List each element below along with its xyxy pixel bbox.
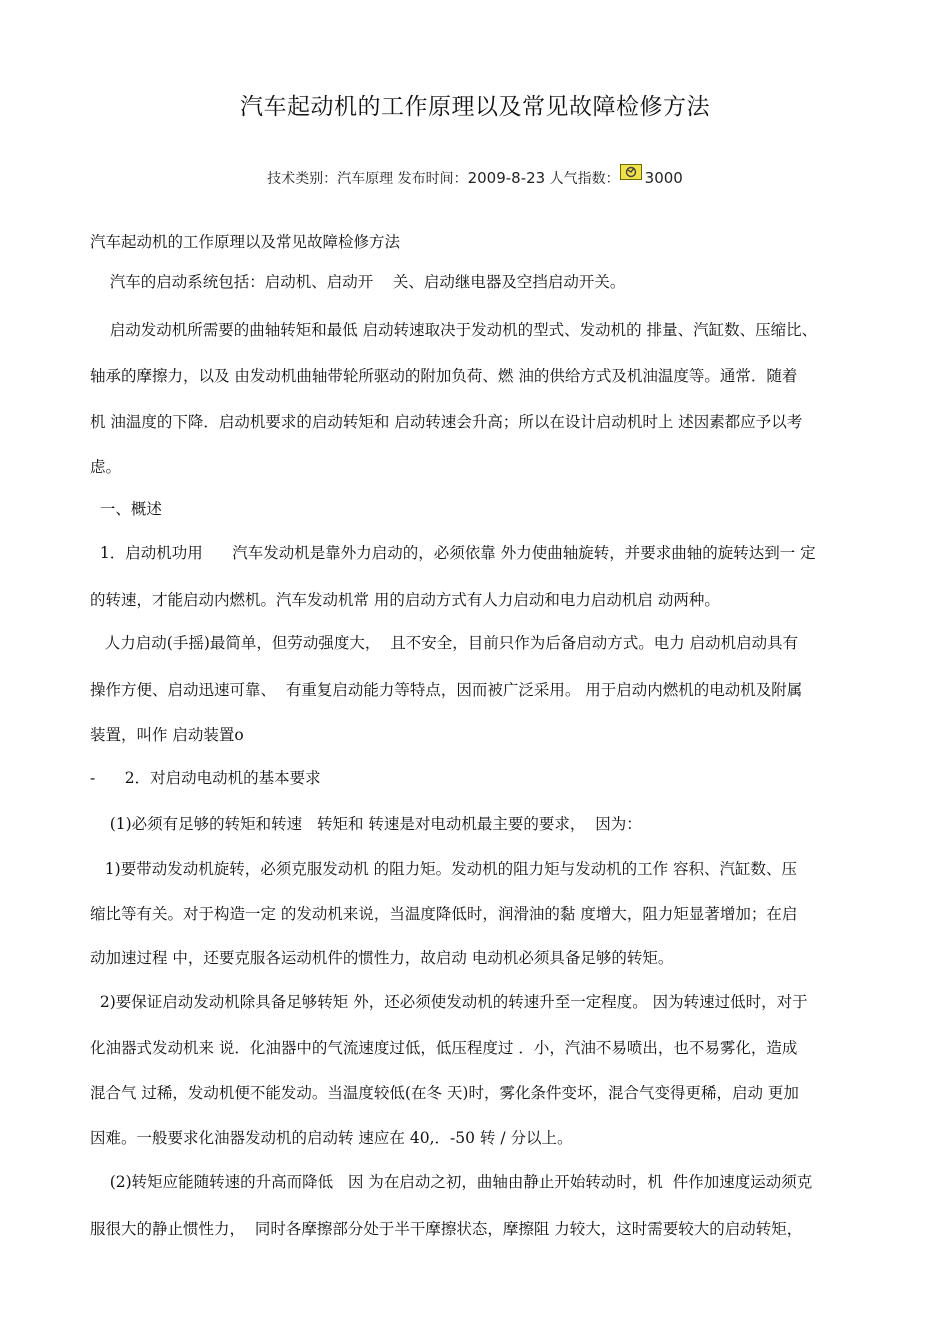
date-label: 发布时间：: [397, 171, 468, 187]
body-line: 装置，叫作 启动装置o: [90, 726, 244, 744]
body-line: 一、概述: [90, 500, 162, 518]
body-line: 混合气 过稀，发动机便不能发动。当温度较低(在冬 天)时，雾化条件变坏，混合气变得更稀，启动 更加: [90, 1084, 799, 1102]
body-line: (1)必须有足够的转矩和转速 转矩和 转速是对电动机最主要的要求， 因为：: [90, 815, 642, 833]
category-value: 汽车原理: [337, 171, 394, 187]
body-line: 操作方便、启动迅速可靠、 有重复启动能力等特点，因而被广泛采用。 用于启动内燃机的电动机及附属: [90, 681, 803, 699]
body-line: 机 油温度的下降．启动机要求的启动转矩和 启动转速会升高；所以在设计启动机时上 述因素都应予以考: [90, 413, 803, 431]
body-line: 缩比等有关。对于构造一定 的发动机来说，当温度降低时，润滑油的黏 度增大，阻力矩显著增加；在启: [90, 905, 798, 923]
body-line: 化油器式发动机来 说．化油器中的气流速度过低，低压程度过 ．小，汽油不易喷出，也不易雾化，造成: [90, 1039, 798, 1057]
body-line: 轴承的摩擦力，以及 由发动机曲轴带轮所驱动的附加负荷、燃 油的供给方式及机油温度等。通常．随着: [90, 367, 798, 385]
body-line: - 2．对启动电动机的基本要求: [90, 769, 321, 787]
body-line: (2)转矩应能随转速的升高而降低 因 为在启动之初，曲轴由静止开始转动时，机 件作加速度运动须克: [90, 1173, 813, 1191]
page-title: 汽车起动机的工作原理以及常见故障检修方法: [240, 94, 710, 120]
body-line: 虑。: [90, 458, 122, 476]
body-line: 人力启动(手摇)最简单，但劳动强度大， 且不安全，目前只作为后备启动方式。电力 启动机启动具有: [90, 634, 799, 652]
body-line: 汽车起动机的工作原理以及常见故障检修方法: [90, 233, 401, 251]
body-line: 动加速过程 中，还要克服各运动机件的惯性力，故启动 电动机必须具备足够的转矩。: [90, 949, 674, 967]
body-line: 的转速，才能启动内燃机。汽车发动机常 用的启动方式有人力启动和电力启动机启 动两种。: [90, 591, 720, 609]
body-line: 启动发动机所需要的曲轴转矩和最低 启动转速取决于发动机的型式、发动机的 排量、汽缸数、压缩比、: [90, 321, 818, 339]
body-line: 汽车的启动系统包括：启动机、启动开 关、启动继电器及空挡启动开关。: [90, 273, 626, 291]
body-line: 2)要保证启动发动机除具备足够转矩 外，还必须使发动机的转速升至一定程度。 因为转速过低时，对于: [90, 993, 808, 1011]
body-line: 1．启动机功用 汽车发动机是靠外力启动的，必须依靠 外力使曲轴旋转，并要求曲轴的旋转达到一 定: [90, 544, 816, 562]
popularity-label: 人气指数：: [549, 171, 620, 187]
popularity-icon: [620, 164, 642, 180]
publish-date: 2009-8-23: [467, 169, 546, 187]
article-meta: [0, 168, 950, 188]
body-line: 1)要带动发动机旋转，必须克服发动机 的阻力矩。发动机的阻力矩与发动机的工作 容积、汽缸数、压: [90, 860, 798, 878]
category-label: 技术类别：: [267, 171, 338, 187]
body-line: 服很大的静止惯性力， 同时各摩擦部分处于半干摩擦状态，摩擦阻 力较大，这时需要较大的启动转矩，: [90, 1220, 803, 1238]
popularity-value: 3000: [644, 169, 683, 187]
body-line: 因难。一般要求化油器发动机的启动转 速应在 40,．-50 转 / 分以上。: [90, 1129, 573, 1147]
